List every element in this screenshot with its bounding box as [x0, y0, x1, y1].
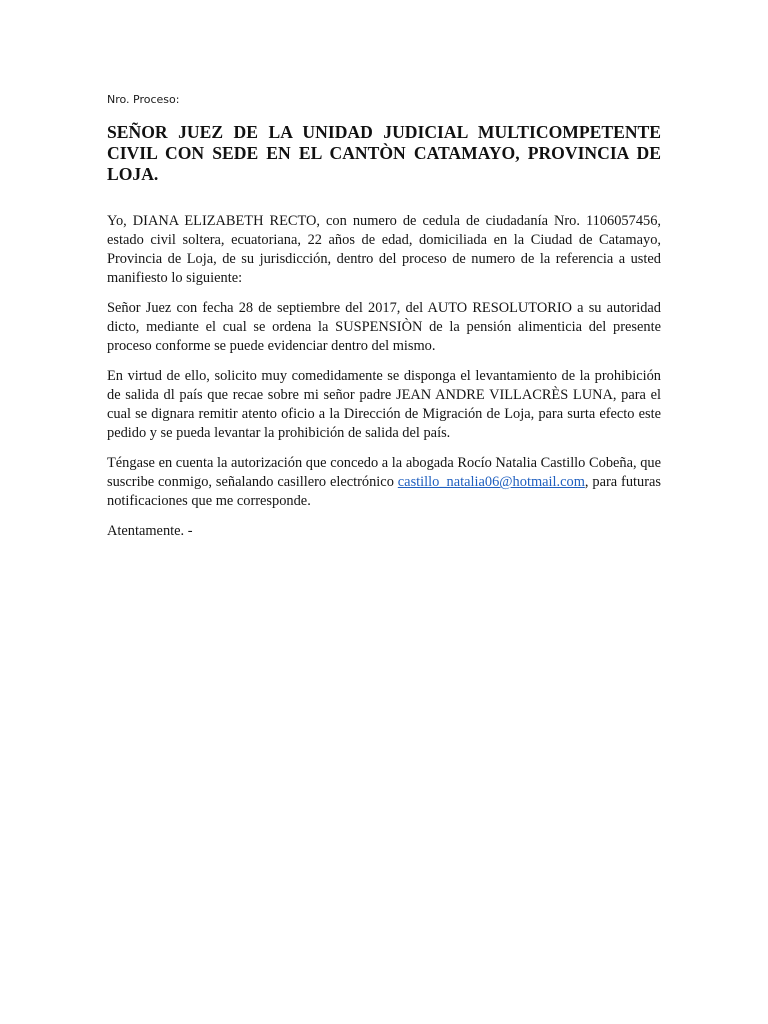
authorization-text: Téngase en cuenta la autorización que concedo a la abogada Rocío Natalia Castillo Cobeña, que suscribe conmigo, señalando casillero electrónico — [107, 455, 661, 490]
process-number-label: Nro. Proceso: — [107, 93, 180, 106]
paragraph-resolution: Señor Juez con fecha 28 de septiembre del 2017, del AUTO RESOLUTORIO a su autoridad dicto, mediante el cual se ordena la SUSPENSIÒN de la pensión alimenticia del presente proceso conforme se puede evidenciar dentro del mismo. — [107, 300, 661, 354]
authorization-text-end: , para futuras notificaciones que me corresponde. — [107, 474, 661, 509]
email-link[interactable]: castillo_natalia06@hotmail.com — [397, 474, 585, 490]
paragraph-authorization — [107, 454, 661, 511]
paragraph-request: En virtud de ello, solicito muy comedidamente se disponga el levantamiento de la prohibición de salida dl país que recae sobre mi señor padre JEAN ANDRE VILLACRÈS LUNA, para el cual se dignara remitir atento oficio a la Dirección de Migración de Loja, para surta efecto este pedido y se pueda levantar la prohibición de salida del país. — [107, 368, 661, 441]
document-body — [107, 212, 661, 552]
closing-salutation: Atentamente. - — [107, 523, 193, 539]
paragraph-introduction: Yo, DIANA ELIZABETH RECTO, con numero de cedula de ciudadanía Nro. 1106057456, estado civil soltera, ecuatoriana, 22 años de edad, domiciliada en la Ciudad de Catamayo, Provincia de Loja, de su jurisdicción, dentro del proceso de numero de la referencia a usted manifiesto lo siguiente: — [107, 213, 661, 286]
document-heading: SEÑOR JUEZ DE LA UNIDAD JUDICIAL MULTICOMPETENTE CIVIL CON SEDE EN EL CANTÒN CATAMAYO, PROVINCIA DE LOJA. — [107, 122, 661, 184]
